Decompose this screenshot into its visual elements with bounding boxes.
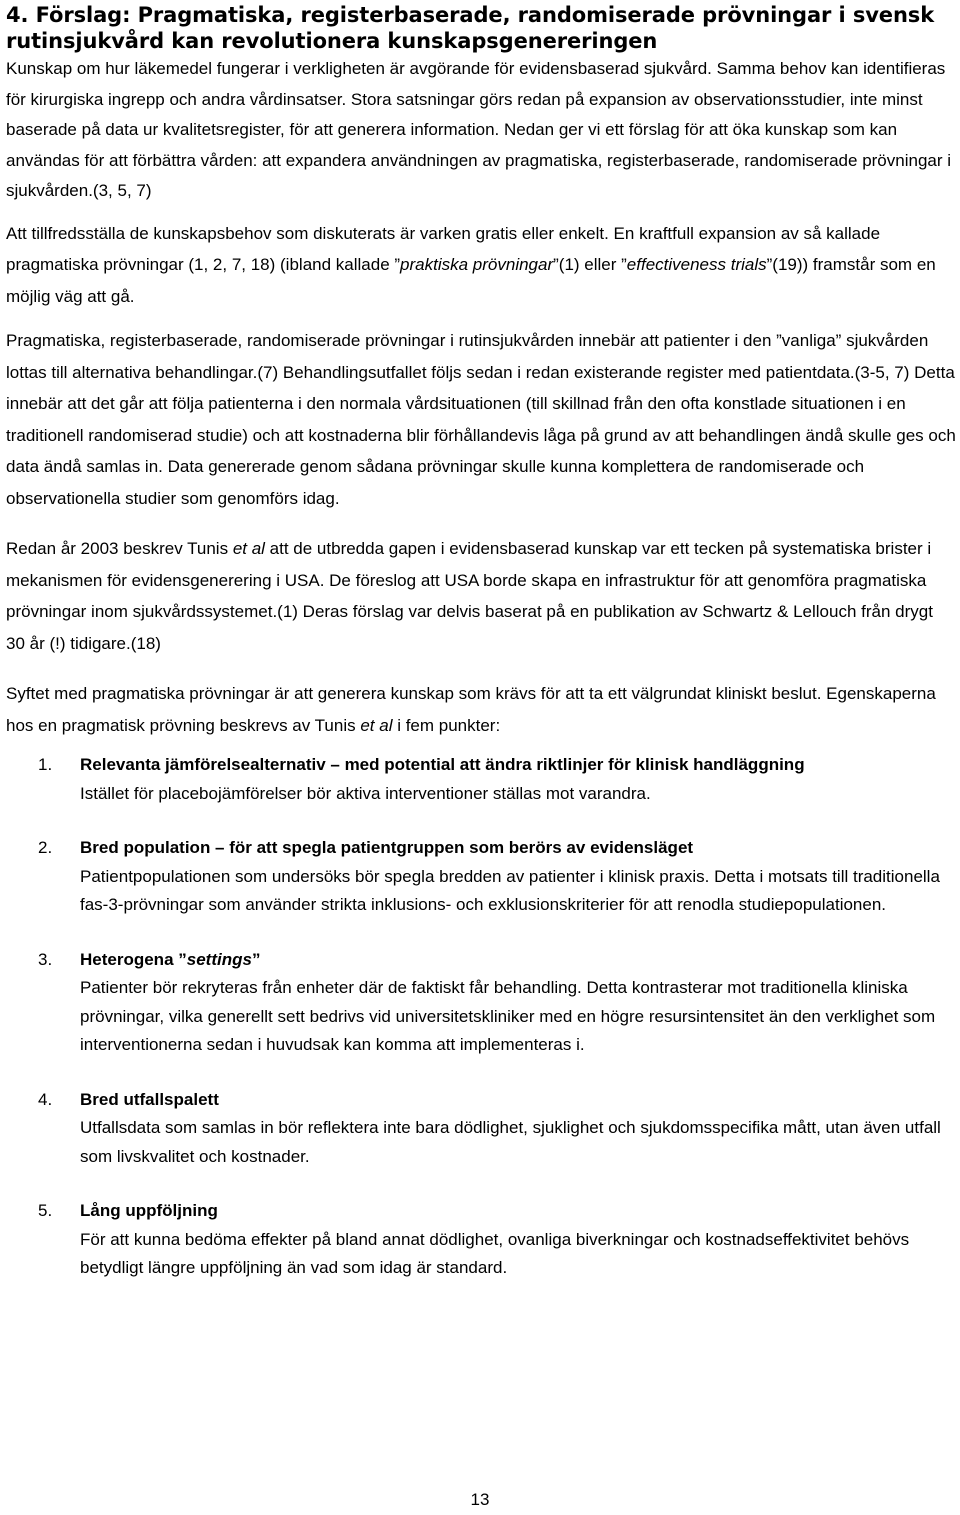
text-run: ”(1) eller ”: [553, 255, 627, 274]
list-item-title: [80, 946, 956, 975]
text-run: att de utbredda gapen i evidensbaserad kunskap var ett tecken på systematiska brister i mekanismen för evidensgenerering i USA. De föreslog att USA borde skapa en infrastruktur för att genomföra pragmatiska prövningar inom sjukvårdssystemet.(1) Deras förslag var delvis baserat på en publikation av Schwartz & Lellouch från drygt 30 år (!) tidigare.(18): [6, 539, 933, 653]
list-item-title: [80, 834, 956, 863]
text-run: Pragmatiska, registerbaserade, randomiserade prövningar i rutinsjukvården innebär att patienter i den ”vanliga” sjukvården lottas till alternativa behandlingar.(7) Behandlingsutfallet följs sedan i redan existerande register med patientdata.(3-5, 7) Detta innebär att det går att följa patienterna i den normala vårdsituationen (till skillnad från den ofta konstlade situationen i en traditionell randomiserad studie) och att kostnaderna blir förhållandevis låga på grund av att behandlingen ändå skulle ges och data ändå samlas in. Data genererade genom sådana prövningar skulle kunna komplettera de randomiserade och observationella studier som genomförs idag.: [6, 331, 956, 508]
text-run: Redan år 2003 beskrev Tunis: [6, 539, 233, 558]
list-item: [6, 946, 956, 1060]
list-item-number: 3.: [38, 949, 53, 969]
page-number: 13: [470, 1490, 490, 1509]
italic-run: et al: [232, 539, 265, 558]
list-item-number: 1.: [38, 755, 53, 774]
list-item-number: 2.: [38, 838, 53, 857]
italic-run: et al: [360, 715, 393, 735]
list-item: [6, 1086, 956, 1172]
list-item-title: [80, 751, 956, 780]
text-run: Syftet med pragmatiska prövningar är att generera kunskap som krävs för att ta ett välgrundat kliniskt beslut. Egenskaperna hos en pragmatisk prövning beskrevs av Tunis: [6, 684, 936, 735]
text-run: Bred population – för att spegla patientgruppen som berörs av evidensläget: [80, 838, 694, 857]
text-run: Relevanta jämförelsealternativ – med potential att ändra riktlinjer för klinisk handläggning: [80, 755, 805, 774]
list-item-title: [80, 1197, 956, 1226]
list-item: [6, 751, 956, 808]
text-run: i fem punkter:: [392, 715, 501, 735]
list-item: [6, 1197, 956, 1283]
list-item-body: Patienter bör rekryteras från enheter där de faktiskt får behandling. Detta kontrasterar mot traditionella kliniska prövningar, vilka generellt sett bedrivs vid universitetskliniker med en högre resursintensitet än den verklighet som interventionerna sedan i huvudsak kan komma att implementeras i.: [80, 978, 936, 1054]
italic-run: praktiska prövningar: [400, 255, 554, 274]
list-item-body: Patientpopulationen som undersöks bör spegla bredden av patienter i klinisk praxis. Detta i motsats till traditionella fas-3-prövningar som använder strikta inklusions- och exklusionskriterier för att renodla studiepopulationen.: [80, 866, 940, 914]
text-run: ”(19)) framstår som en möjlig väg att gå.: [6, 255, 936, 306]
text-run: Kunskap om hur läkemedel fungerar i verkligheten är avgörande för evidensbaserad sjukvård. Samma behov kan identifieras för kirurgiska ingrepp och andra vårdinsatser. Stora satsningar görs redan på expansion av observationsstudier, inte minst baserade på data ur kvalitetsregister, för att generera information. Nedan ger vi ett förslag för att öka kunskap som kan användas för att förbättra vården: att expandera användningen av pragmatiska, registerbaserade, randomiserade prövningar i sjukvården.(3, 5, 7): [6, 59, 952, 200]
text-run: Lång uppföljning: [80, 1201, 218, 1220]
criteria-list: [6, 751, 956, 1283]
list-item: [6, 834, 956, 920]
list-item-body: Utfallsdata som samlas in bör reflektera inte bara dödlighet, sjuklighet och sjukdomsspecifika mått, utan även utfall som livskvalitet och kostnader.: [80, 1118, 941, 1166]
list-item-number: 5.: [38, 1201, 53, 1220]
paragraph-1: [6, 54, 956, 207]
list-item-body: För att kunna bedöma effekter på bland annat dödlighet, ovanliga biverkningar och kostnadseffektivitet behövs betydligt längre uppföljning än vad som idag är standard.: [80, 1229, 910, 1277]
italic-run: settings: [186, 949, 252, 969]
list-item-number: 4.: [38, 1089, 53, 1109]
text-run: Att tillfredsställa de kunskapsbehov som diskuterats är varken gratis eller enkelt. En kraftfull expansion av så kallade pragmatiska prövningar (1, 2, 7, 18) (ibland kallade ”: [6, 223, 881, 274]
paragraph-3: [6, 325, 956, 514]
italic-run: effectiveness trials: [626, 255, 767, 274]
text-run: ”: [251, 949, 261, 969]
paragraph-5: [6, 678, 956, 741]
text-run: Heterogena ”: [80, 949, 187, 969]
section-heading: 4. Förslag: Pragmatiska, registerbaserade, randomiserade prövningar i svensk rutinsjukvård kan revolutionera kunskapsgenereringen: [6, 3, 935, 53]
paragraph-2: [6, 218, 956, 313]
document-page: [6, 0, 956, 1283]
paragraph-4: [6, 533, 956, 659]
text-run: Bred utfallspalett: [80, 1089, 219, 1109]
list-item-body: Istället för placebojämförelser bör aktiva interventioner ställas mot varandra.: [80, 783, 651, 803]
list-item-title: [80, 1086, 956, 1115]
